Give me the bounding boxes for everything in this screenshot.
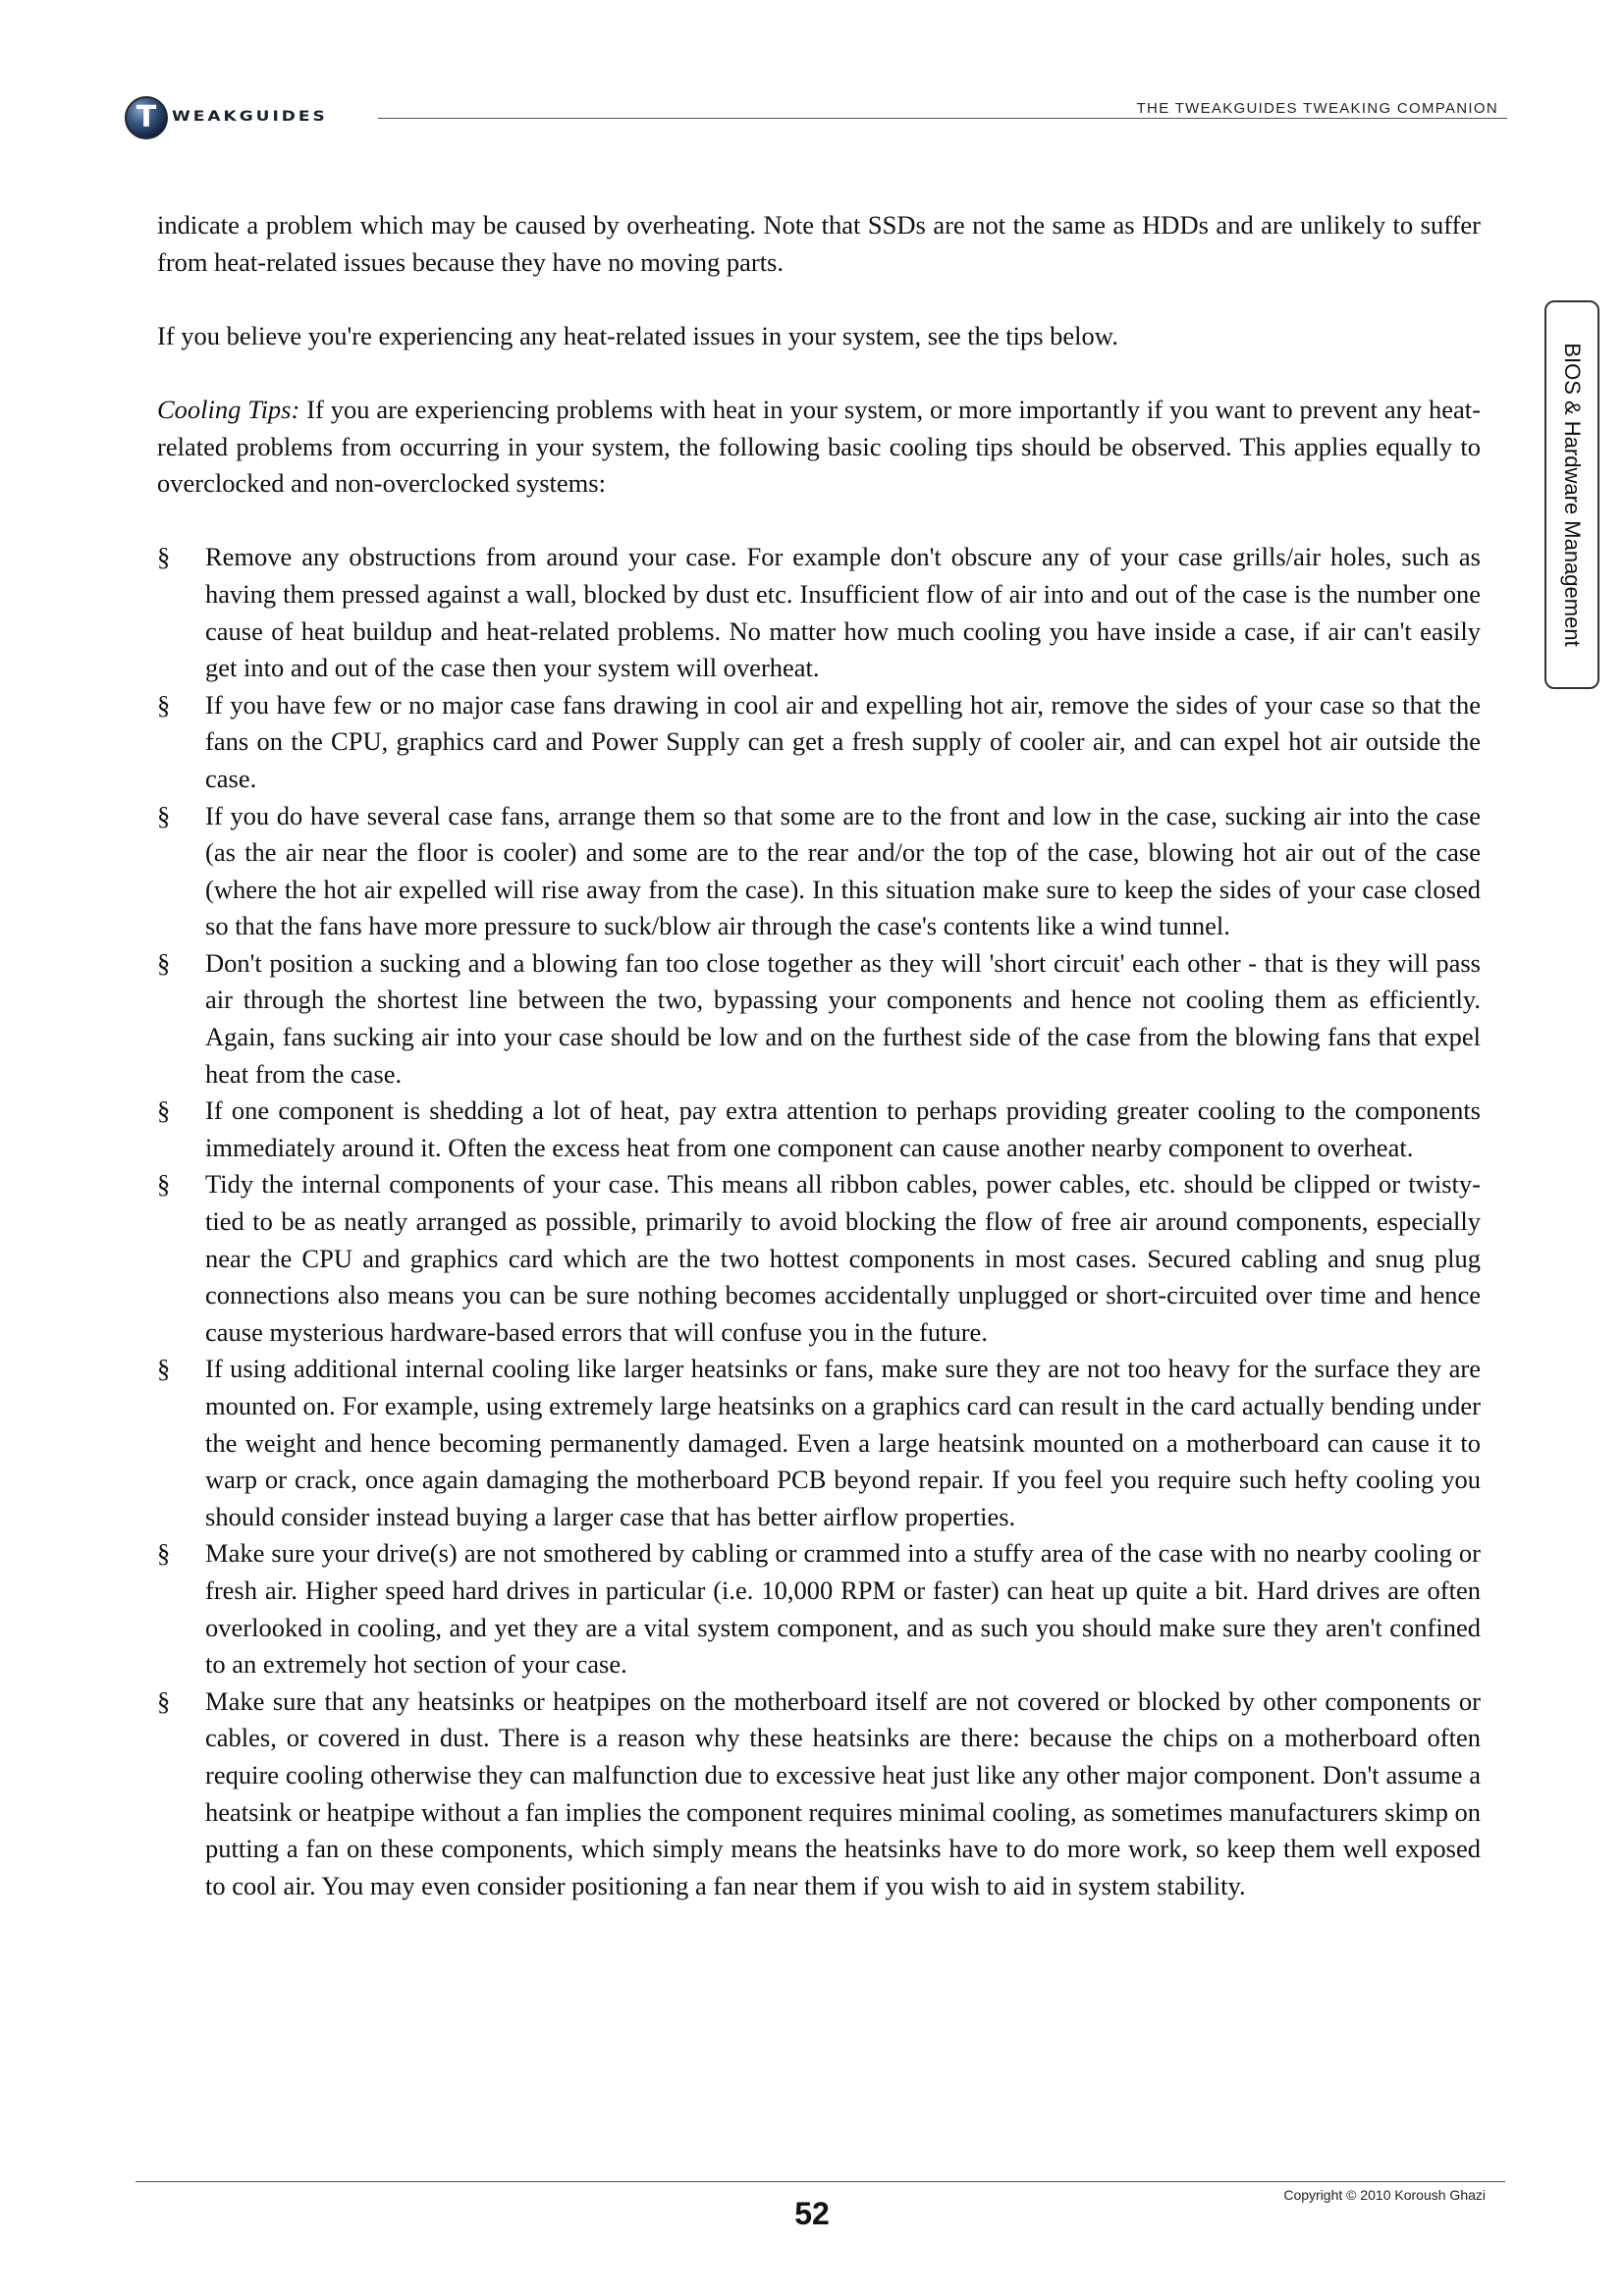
cooling-tips-text: If you are experiencing problems with heat in your system, or more importantly if you want to prevent any heat-related problems from occurring in your system, the following basic cooling tips should be observed. This applies equally to overclocked and non-overclocked systems: bbox=[157, 394, 1481, 499]
footer-divider bbox=[135, 2181, 1505, 2182]
cooling-tips-list bbox=[157, 539, 1481, 1904]
list-item-text: Don't position a sucking and a blowing fan too close together as they will 'short circuit' each other - that is they will pass air through the shortest line between the two, bypassing your components and hence not cooling them as efficiently. Again, fans sucking air into your case should be low and on the furthest side of the case from the blowing fans that expel heat from the case. bbox=[205, 947, 1481, 1089]
section-mark-icon: § bbox=[157, 1095, 171, 1126]
list-item-text: If using additional internal cooling like larger heatsinks or fans, make sure they are not too heavy for the surface they are mounted on. For example, using extremely large heatsinks on a graphics card can result in the card actually bending under the weight and hence becoming permanently damaged. Even a large heatsink mounted on a motherboard can cause it to warp or crack, once again damaging the motherboard PCB beyond repair. If you feel you require such hefty cooling you should consider instead buying a larger case that has better airflow properties. bbox=[205, 1354, 1481, 1531]
list-item bbox=[157, 945, 1481, 1093]
list-item bbox=[157, 798, 1481, 945]
list-item bbox=[157, 1093, 1481, 1166]
section-side-tab bbox=[1544, 300, 1599, 689]
section-mark-icon: § bbox=[157, 542, 171, 572]
list-item bbox=[157, 539, 1481, 686]
section-mark-icon: § bbox=[157, 689, 171, 720]
page-body bbox=[157, 207, 1481, 1904]
list-item-text: If one component is shedding a lot of heat, pay extra attention to perhaps providing greater cooling to the components immediately around it. Often the excess heat from one component can cause another nearby component to overheat. bbox=[205, 1095, 1481, 1162]
copyright-notice: Copyright © 2010 Koroush Ghazi bbox=[1283, 2187, 1486, 2203]
page-number: 52 bbox=[794, 2196, 830, 2231]
paragraph-3 bbox=[157, 392, 1481, 503]
logo-wordmark: WEAKGUIDES bbox=[172, 108, 328, 125]
list-item bbox=[157, 1535, 1481, 1682]
list-item bbox=[157, 1166, 1481, 1351]
list-item-text: If you have few or no major case fans drawing in cool air and expelling hot air, remove the sides of your case so that the fans on the CPU, graphics card and Power Supply can get a fresh supply of cooler air, and can expel hot air outside the case. bbox=[205, 689, 1481, 793]
cooling-tips-label: Cooling Tips: bbox=[157, 394, 300, 424]
section-mark-icon: § bbox=[157, 1685, 171, 1716]
tweakguides-logo bbox=[123, 94, 373, 145]
section-mark-icon: § bbox=[157, 1354, 171, 1384]
list-item bbox=[157, 687, 1481, 798]
list-item bbox=[157, 1351, 1481, 1535]
list-item-text: Tidy the internal components of your case. This means all ribbon cables, power cables, etc. should be clipped or twisty-tied to be as neatly arranged as possible, primarily to avoid blocking the flow of free air around components, especially near the CPU and graphics card which are the two hottest components in most cases. Secured cabling and snug plug connections also means you can be sure nothing becomes accidentally unplugged or short-circuited over time and hence cause mysterious hardware-based errors that will confuse you in the future. bbox=[205, 1169, 1481, 1347]
paragraph-2: If you believe you're experiencing any heat-related issues in your system, see the tips below. bbox=[157, 320, 1118, 350]
section-mark-icon: § bbox=[157, 1169, 171, 1200]
list-item-text: Remove any obstructions from around your case. For example don't obscure any of your case grills/air holes, such as having them pressed against a wall, blocked by dust etc. Insufficient flow of air into and out of the case is the number one cause of heat buildup and heat-related problems. No matter how much cooling you have inside a case, if air can't easily get into and out of the case then your system will overheat. bbox=[205, 542, 1481, 683]
header-title: THE TWEAKGUIDES TWEAKING COMPANION bbox=[1136, 100, 1498, 117]
paragraph-1: indicate a problem which may be caused by overheating. Note that SSDs are not the same as HDDs and are unlikely to suffer from heat-related issues because they have no moving parts. bbox=[157, 210, 1481, 277]
section-mark-icon: § bbox=[157, 947, 171, 978]
list-item bbox=[157, 1683, 1481, 1905]
list-item-text: Make sure that any heatsinks or heatpipes on the motherboard itself are not covered or blocked by other components or cables, or covered in dust. There is a reason why these heatsinks are there: because the chips on a motherboard often require cooling otherwise they can malfunction due to excessive heat just like any other major component. Don't assume a heatsink or heatpipe without a fan implies the component requires minimal cooling, as sometimes manufacturers skimp on putting a fan on these components, which simply means the heatsinks have to do more work, so keep them well exposed to cool air. You may even consider positioning a fan near them if you wish to aid in system stability. bbox=[205, 1685, 1481, 1900]
globe-logo-icon bbox=[125, 96, 168, 139]
list-item-text: Make sure your drive(s) are not smothered by cabling or crammed into a stuffy area of the case with no nearby cooling or fresh air. Higher speed hard drives in particular (i.e. 10,000 RPM or faster) can heat up quite a bit. Hard drives are often overlooked in cooling, and yet they are a vital system component, and as such you should make sure they aren't confined to an extremely hot section of your case. bbox=[205, 1538, 1481, 1680]
section-mark-icon: § bbox=[157, 1538, 171, 1569]
section-mark-icon: § bbox=[157, 800, 171, 830]
side-tab-label: BIOS & Hardware Management bbox=[1560, 343, 1585, 647]
header-divider bbox=[378, 118, 1507, 119]
list-item-text: If you do have several case fans, arrange them so that some are to the front and low in the case, sucking air into the case (as the air near the floor is cooler) and some are to the rear and/or the top of the case, blowing hot air out of the case (where the hot air expelled will rise away from the case). In this situation make sure to keep the sides of your case closed so that the fans have more pressure to suck/blow air through the case's contents like a wind tunnel. bbox=[205, 800, 1481, 941]
logo-letter: T bbox=[135, 100, 157, 134]
